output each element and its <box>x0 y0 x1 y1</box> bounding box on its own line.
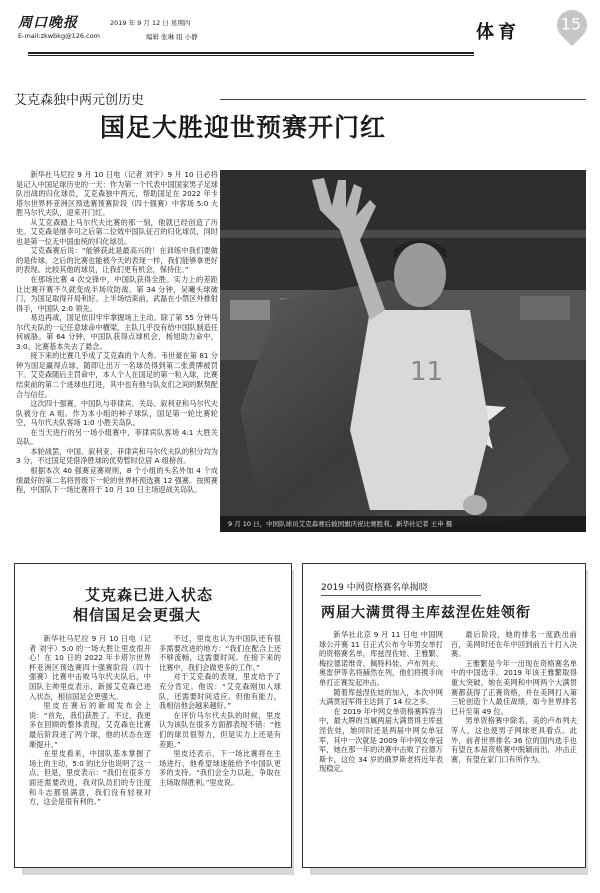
kicker-rule <box>220 99 586 100</box>
left-story-column-1 <box>29 634 151 858</box>
page-number: 15 <box>560 14 582 34</box>
paragraph: 这次四十强赛，中国队与菲律宾、关岛、叙利亚和马尔代夫队被分在 A 组。作为本小组的种子球队，国足第一轮比赛轮空，马尔代夫队客场 1:0 小胜关岛队。 <box>16 399 218 428</box>
section-title: 体育 <box>476 22 520 43</box>
left-story-title-line1: 艾克森已进入状态 <box>85 586 214 604</box>
right-kicker-rule <box>321 595 481 596</box>
left-story-column-2 <box>159 634 281 858</box>
main-headline: 国足大胜迎世预赛开门红 <box>100 113 387 142</box>
paragraph: 在里皮看来，中国队基本掌握了场上的主动，5:0 的比分也说明了这一点。但是，里皮表示：“我们在很多方面还需要改进，我对队员们的专注度和斗志都很满意，我们没有轻视对方，这会是很有利的。” <box>29 749 151 807</box>
paragraph: 男单资格赛中除名，美的卢布列夫等人，这也使男子网球更具看点。此外，前者世界排名 36 位的国内选手也有望在本届资格赛中脱颖而出，冲击正赛，有望在家门口有所作为。 <box>451 716 577 764</box>
paragraph: 最后阶段，她的排名一度跌出前百，美网时还在年中回到前五十打入决赛。 <box>451 630 577 659</box>
editor-credit: 编辑 张琳 组 小静 <box>146 33 198 41</box>
left-story-box <box>14 563 292 868</box>
news-photo <box>220 170 586 532</box>
masthead-rule <box>28 52 474 54</box>
story-kicker: 艾克森独中两元创历史 <box>14 93 145 108</box>
paragraph: 新华社北京 9 月 11 日电 中国网球公开赛 11 日正式公布今年男女单打的资格赛名单，库兹涅佐娃、王雅繁、梅拉德诺维奇、佩特科娃、卢布列夫、奥雷伊等名将赫然在列，他们将携手向单打正赛发起冲击。 <box>319 630 443 687</box>
paragraph: 不过，里皮也认为中国队还有很多需要改进的地方：“我们在配合上还不够流畅，这需要时间。在接下来的比赛中，我们会做更多的工作。” <box>159 634 281 672</box>
newspaper-logo: 周口晚报 <box>18 15 78 31</box>
page-number-badge <box>551 4 593 46</box>
left-story-title-line2: 相信国足会更强大 <box>73 606 202 624</box>
player-with-flag-photo <box>220 170 586 532</box>
right-story-kicker: 2019 中网资格赛名单揭晓 <box>321 583 428 593</box>
svg-text:11: 11 <box>410 357 444 387</box>
paragraph: 根据本次 40 强赛竞赛规则，8 个小组的头名外加 4 个成绩最好的第二名将晋级下一轮的世界杯预选赛 12 强赛。按照赛程，中国队下一场比赛将于 10 月 10 日主场迎战关岛队。 <box>16 465 218 495</box>
paragraph: 在评价马尔代夫队的时候，里皮认为该队在很多方面都表现不错：“他们的球员很努力，但是实力上还是有差距。” <box>159 710 281 749</box>
paragraph: 在当天进行的另一场小组赛中，菲律宾队客场 4:1 大胜关岛队。 <box>16 427 218 447</box>
right-story-column-1 <box>319 630 443 858</box>
paragraph: 对于艾克森的表现，里皮给予了充分肯定。他说：“艾克森刚加入球队，还需要时间适应。但他有能力，我相信他会越来越好。” <box>159 672 281 711</box>
photo-caption: 9 月 10 日，中国队球员艾克森赛后披国旗庆祝比赛胜利。新华社记者 王申 摄 <box>220 516 586 532</box>
main-article-body <box>16 170 218 532</box>
masthead-rule-thin <box>28 55 474 56</box>
right-story-column-2 <box>451 630 577 858</box>
right-story-box <box>302 563 586 868</box>
paragraph: 易边再战，国足依旧牢牢掌握场上主动。除了第 55 分钟马尔代夫队的一记任意球命中横梁，主队几乎没有给中国队制造任何威胁。第 64 分钟，中国队获得点球机会，杨旭助力命中，3:0。比赛基本失去了悬念。 <box>16 313 218 351</box>
paragraph: 新华社马尼拉 9 月 10 日电（记者 刘宇）9 月 10 日必将是记入中国足球历史的一天：作为第一个代表中国国家男子足球队出战的归化球员，艾克森独中两元，帮助国足在 2022 年卡塔尔世界杯亚洲区预选赛预赛阶段（四十强赛）中客场 5:0 大胜马尔代夫队，迎来开门红。 <box>16 170 218 218</box>
contact-email: E-mail:zkwbkg@126.com <box>18 32 100 40</box>
paragraph: 艾克森赛后说：“能够获此是最高兴的！在训练中我们要做的是传球，之后的比赛也能被今天的表现一样，我们能够拿更好的表现。比较其他的球员，让我们更有机会，保持住。” <box>16 246 218 275</box>
paragraph: 接下来的比赛几乎成了艾克森的个人秀。韦世豪在第 81 分钟为国足赢得点球，随即让出万一名球员得到第二张黄牌被罚下。艾克森随后主罚命中，本人个人在国足的第一粒入球，比赛结束前的第二个进球也打进，其中也有他与队友们之间的默契配合与信任。 <box>16 351 218 399</box>
paragraph: 在 2019 年中网女单资格赛阵容当中，最大牌的当属两届大满贯得主库兹涅佐娃，她同时还是两届中网女单冠军，其中一次就是 2009 年中网女单冠军，她在那一年的决赛中击败了拉德万斯卡，这位 34 岁的俄罗斯老将近年表现稳定。 <box>319 706 443 774</box>
paragraph: 新华社马尼拉 9 月 10 日电（记者 刘宇）5:0 的一场大胜让里皮很开心！在 10 日的 2022 年卡塔尔世界杯亚洲区预选赛四十强赛阶段（四十强赛）比赛中击败马尔代夫队后，中国队主帅里皮表示，新援艾克森已进入状态，相信国足会更强大。 <box>29 634 151 701</box>
paragraph: 本轮战罢，中国、叙利亚、菲律宾和马尔代夫队的积分均为 3 分，不过国足凭借净胜球的优势暂时位居 A 组榜首。 <box>16 446 218 466</box>
issue-date: 2019 年 9 月 12 日 星期四 <box>110 19 191 27</box>
paragraph: 里皮在赛后的新闻发布会上说：“首先，我们获胜了。不过，我更多在回顾的整体表现，艾克森在比赛最后阶段进了两个球，他的状态在逐渐提升。” <box>29 701 151 749</box>
paragraph: 在那场比赛 4 次交锋中，中国队获得全胜。实力上的差距让比赛开赛不久就变成半场攻防战。第 34 分钟，吴曦头球破门，为国足取得开局利好。上半场结束前，武磊在小禁区外推射得手，中国队 2:0 领先。 <box>16 275 218 313</box>
paragraph: 随着库兹涅佐娃的加入，本次中网大满贯冠军得主达到了 14 位之多。 <box>319 687 443 707</box>
right-story-title: 两届大满贯得主库兹涅佐娃领衔 <box>321 605 531 621</box>
paragraph: 里皮还表示，下一场比赛将在主场进行，他希望球迷能给予中国队更多的支持。“我们会全力以赴，争取在主场取得胜利。”里皮说。 <box>159 749 281 787</box>
masthead <box>14 12 586 68</box>
paragraph: 王雅繁是今年一出现在资格赛名单中的中国选手。2019 年该王雅繁取得重大突破，她在美网和中网两个大满贯赛都获得了正赛资格，并在美网打入第三轮创造个人最佳战绩，如今世界排名已升至第 49 位。 <box>451 658 577 716</box>
paragraph: 从艾克森踏上马尔代夫比赛的那一刻，他就已经创造了历史。艾克森是继李可之后第二位效中国队征召的归化球员，同时也是第一位无中国血统的归化球员。 <box>16 217 218 246</box>
